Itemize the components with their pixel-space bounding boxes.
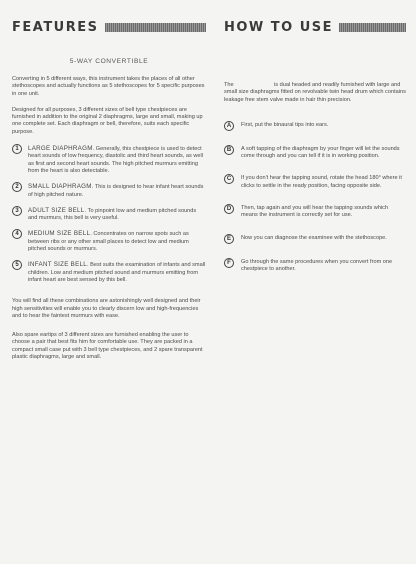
feature-title: SMALL DIAPHRAGM	[28, 183, 92, 191]
features-column	[12, 18, 206, 370]
step-item	[224, 175, 406, 190]
how-to-use-heading: HOW TO USE	[224, 19, 334, 35]
letter-badge: B	[224, 145, 234, 155]
step-text: If you don't hear the tapping sound, rotate the head 180° where it clicks to settle in the ready position, facing opposite side.	[241, 175, 402, 189]
feature-item: 1 LARGE DIAPHRAGM. Generally, this chestpiece is used to detect heart sounds of low frequency, diastolic and third heart sounds, as well as first and second heart sounds. The high pitched murmurs emitting from the heart is also detectable.	[12, 145, 206, 175]
features-purposes: Designed for all purposes, 3 different sizes of bell type chestpieces are furnished in addition to the original 2 diaphragms, large and small, making up one complete set. Each diaphragm or bell, therefore, suits each specific purpose.	[12, 106, 203, 135]
number-badge: 3	[12, 206, 22, 216]
feature-title: LARGE DIAPHRAGM	[28, 145, 93, 153]
step-item	[224, 259, 406, 274]
step-item	[224, 122, 406, 131]
features-outro-sensitivity: You will find all these combinations are astonishingly well designed and their high sensitivities will enable you to clearly discern low and high-frequencies and to hear the faintest murmurs with ease.	[12, 298, 201, 319]
number-badge: 1	[12, 144, 22, 154]
feature-text: Best suits the examination of infants and small children. Low and medium pitched sound and murmurs emitting from infant heart are best sensed by this bell.	[28, 262, 206, 283]
steps-list	[224, 122, 406, 273]
number-badge: 5	[12, 260, 22, 270]
feature-text: Generally, this chestpiece is used to detect heart sounds of low frequency, diastolic and third heart sounds, as well as first and second heart sounds. The high pitched murmurs emitting from the heart is also detectable.	[28, 146, 203, 174]
feature-title: INFANT SIZE BELL	[28, 261, 88, 269]
feature-item: 5 INFANT SIZE BELL. Best suits the examination of infants and small children. Low and medium pitched sound and murmurs emitting from infant heart are best sensed by this bell.	[12, 261, 206, 284]
step-item	[224, 235, 406, 244]
step-item	[224, 205, 406, 220]
feature-text: To pinpoint low and medium pitched sounds and murmurs, this bell is very useful.	[28, 207, 197, 222]
features-list	[12, 145, 206, 284]
step-text: First, put the binaural tips into ears.	[241, 121, 329, 128]
feature-text: This is designed to hear infant heart sounds of high pitched nature.	[28, 184, 204, 198]
how-to-use-intro: The is dual headed and readily furnished with large and small size diaphragms fitted on revolvable twin head drum which contains leakage free stem valve made in hair thin precision.	[224, 82, 408, 103]
feature-item: 3 ADULT SIZE BELL. To pinpoint low and medium pitched sounds and murmurs, this bell is very useful.	[12, 207, 206, 223]
letter-badge: D	[224, 204, 234, 214]
feature-item: 4 MEDIUM SIZE BELL. Concentrates on narrow spots such as between ribs or any other small places to detect low and medium pitched sounds or murmurs.	[12, 230, 206, 253]
step-text: Then, tap again and you will hear the tapping sounds which means the instrument is correctly set for use.	[241, 205, 389, 219]
features-header	[12, 18, 206, 36]
letter-badge: C	[224, 174, 234, 184]
how-to-use-header	[224, 18, 406, 36]
feature-title: ADULT SIZE BELL	[28, 206, 85, 214]
feature-title: MEDIUM SIZE BELL	[28, 230, 91, 238]
features-subtitle: 5-WAY CONVERTIBLE	[69, 58, 149, 65]
step-text: A soft tapping of the diaphragm by your finger will let the sounds come through and you can tell if it is in working position.	[241, 145, 400, 160]
feature-item: 2 SMALL DIAPHRAGM. This is designed to hear infant heart sounds of high pitched nature.	[12, 183, 206, 199]
step-text: Now you can diagnose the examinee with the stethoscope.	[241, 234, 387, 241]
letter-badge: A	[224, 121, 234, 131]
how-to-use-column	[224, 18, 406, 288]
features-outro-eartips: Also spare eartips of 3 different sizes are furnished enabling the user to choose a pair that best fits him for comfortable use. They are packed in a compact small case put with 3 bell type chestpieces, and 2 spare transparent plastic diaphragms, large and small.	[12, 332, 203, 361]
header-rule	[105, 23, 207, 32]
letter-badge: F	[224, 258, 234, 268]
features-heading: FEATURES	[12, 19, 99, 35]
step-item	[224, 146, 406, 161]
letter-badge: E	[224, 234, 234, 244]
number-badge: 4	[12, 229, 22, 239]
features-intro: Converting in 5 different ways, this instrument takes the places of all other stethoscopes and actually functions as 5 stethoscopes for 5 specific purposes in one unit.	[12, 76, 205, 97]
number-badge: 2	[12, 182, 22, 192]
feature-text: Concentrates on narrow spots such as between ribs or any other small places to detect low and medium pitched sounds or murmurs.	[28, 231, 189, 253]
header-rule	[339, 23, 406, 32]
step-text: Go through the same procedures when you convert from one chestpiece to another.	[241, 258, 393, 272]
